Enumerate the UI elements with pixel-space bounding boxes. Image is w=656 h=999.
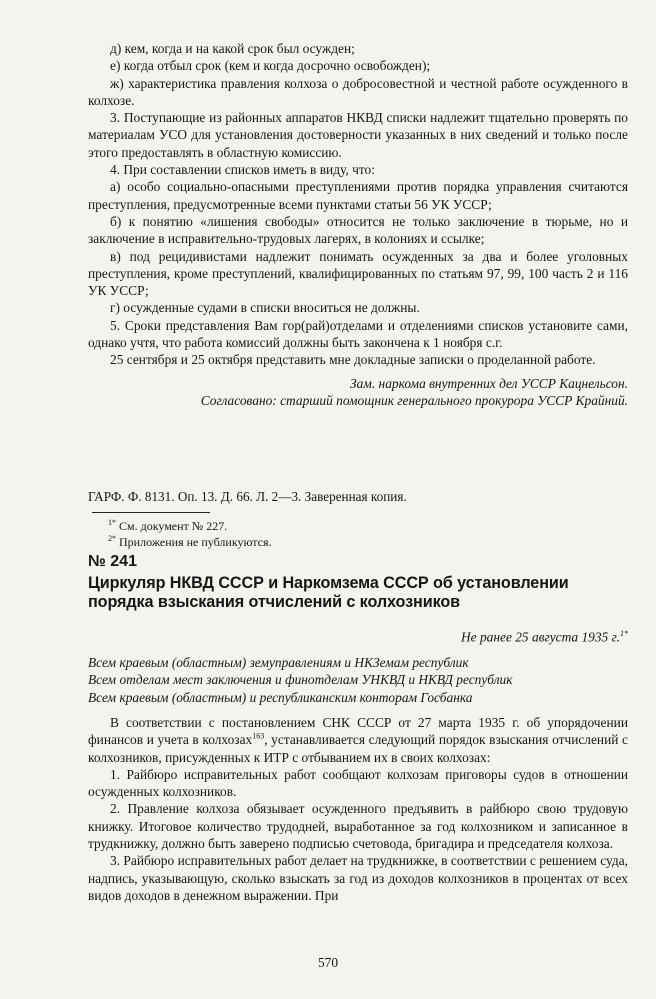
paragraph: г) осужденные судами в списки вноситься не должны. <box>110 300 420 316</box>
footnote-mark: 1* <box>108 518 116 527</box>
date-text: Не ранее 25 августа 1935 г. <box>461 629 620 645</box>
footnote-mark: 2* <box>108 533 116 543</box>
paragraph: а) особо социально-опасными преступлениями против порядка управления считаются преступления, предусмотренные всеми пунктами статьи 56 УК УССР; <box>88 179 628 212</box>
footnotes <box>108 519 508 550</box>
addressees <box>88 654 628 706</box>
paragraph: 3. Райбюро исправительных работ делает на трудкнижке, в соответствии с решением суда, надпись, указывающую, сколько взыскать за год из доходов колхозников в процентах от всех видов доходов в денежном выражении. При <box>88 853 628 903</box>
date-footnote-mark: 1* <box>620 629 628 638</box>
footnote <box>108 535 508 551</box>
page-number: 570 <box>317 955 339 970</box>
signature-line: Зам. наркома внутренних дел УССР Кацнельсон. <box>349 375 628 391</box>
paragraph: 25 сентября и 25 октября представить мне докладные записки о проделанной работе. <box>110 352 596 368</box>
paragraph: в) под рецидивистами надлежит понимать осужденных за два и более уголовных преступления, кроме преступлений, квалифицированных по статьям 97, 99, 100 часть 2 и 116 УК УССР; <box>88 248 628 299</box>
paragraph: д) кем, когда и на какой срок был осужден; <box>110 41 355 56</box>
document-title: Циркуляр НКВД СССР и Наркомзема СССР об установлении порядка взыскания отчислений с колхозников <box>88 574 569 611</box>
archive-reference: ГАРФ. Ф. 8131. Оп. 13. Д. 66. Л. 2—3. Заверенная копия. <box>88 489 407 504</box>
paragraph: 5. Сроки представления Вам гор(рай)отделами и отделениями списков установите сами, однако учтя, что работа комиссий должны быть закончена к 1 ноября с.г. <box>88 317 628 351</box>
endnote-ref: 163 <box>252 731 265 741</box>
footnote-text: См. документ № 227. <box>119 519 228 533</box>
addressee-line: Всем краевым (областным) земуправлениям и НКЗемам республик <box>88 655 469 670</box>
paragraph: 4. При составлении списков иметь в виду, что: <box>110 162 375 178</box>
document-body <box>88 714 628 904</box>
agreed-line: Согласовано: старший помощник генерального прокурора УССР Крайний. <box>200 392 628 408</box>
paragraph <box>88 714 628 766</box>
footnote-divider <box>92 512 210 513</box>
addressee-line: Всем краевым (областным) и республиканским конторам Госбанка <box>88 689 473 705</box>
paragraph: е) когда отбыл срок (кем и когда досрочно освобожден); <box>110 58 431 74</box>
addressee-line: Всем отделам мест заключения и финотделам УНКВД и НКВД республик <box>88 672 513 688</box>
paragraph: 3. Поступающие из районных аппаратов НКВД списки надлежит тщательно проверять по материалам УСО для установления достоверности указанных в них сведений и только после этого предоставлять в областную комиссию. <box>88 110 628 160</box>
paragraph: ж) характеристика правления колхоза о добросовестной и честной работе осужденного в колхозе. <box>88 75 628 108</box>
paragraph-text: , устанавливается следующий порядок взыскания отчислений с колхозников, присужденных к ИТР с отбыванием их в своих колхозах: <box>88 732 628 765</box>
footnote <box>108 519 508 535</box>
paragraph: 1. Райбюро исправительных работ сообщают колхозам приговоры судов в отношении осужденных колхозников. <box>88 766 628 800</box>
document-date <box>88 629 628 645</box>
paragraph: 2. Правление колхоза обязывает осужденного предъявить в райбюро свою трудовую книжку. Итоговое количество трудодней, выработанное за год колхозником и записанное в трудкнижку, должно быть заверено подписью счетовода, бригадира и председателя колхоза. <box>88 801 628 852</box>
paragraph: б) к понятию «лишения свободы» относится не только заключение в тюрьме, но и заключение в исправительно-трудовых лагерях, в колониях и ссылке; <box>88 213 628 247</box>
paragraph-text: В соответствии с постановлением СНК СССР от 27 марта 1935 г. об упорядочении финансов и учета в колхозах <box>88 715 628 748</box>
document-number: № 241 <box>88 553 137 570</box>
previous-document-text <box>88 40 628 409</box>
footnote-text: Приложения не публикуются. <box>119 534 272 549</box>
